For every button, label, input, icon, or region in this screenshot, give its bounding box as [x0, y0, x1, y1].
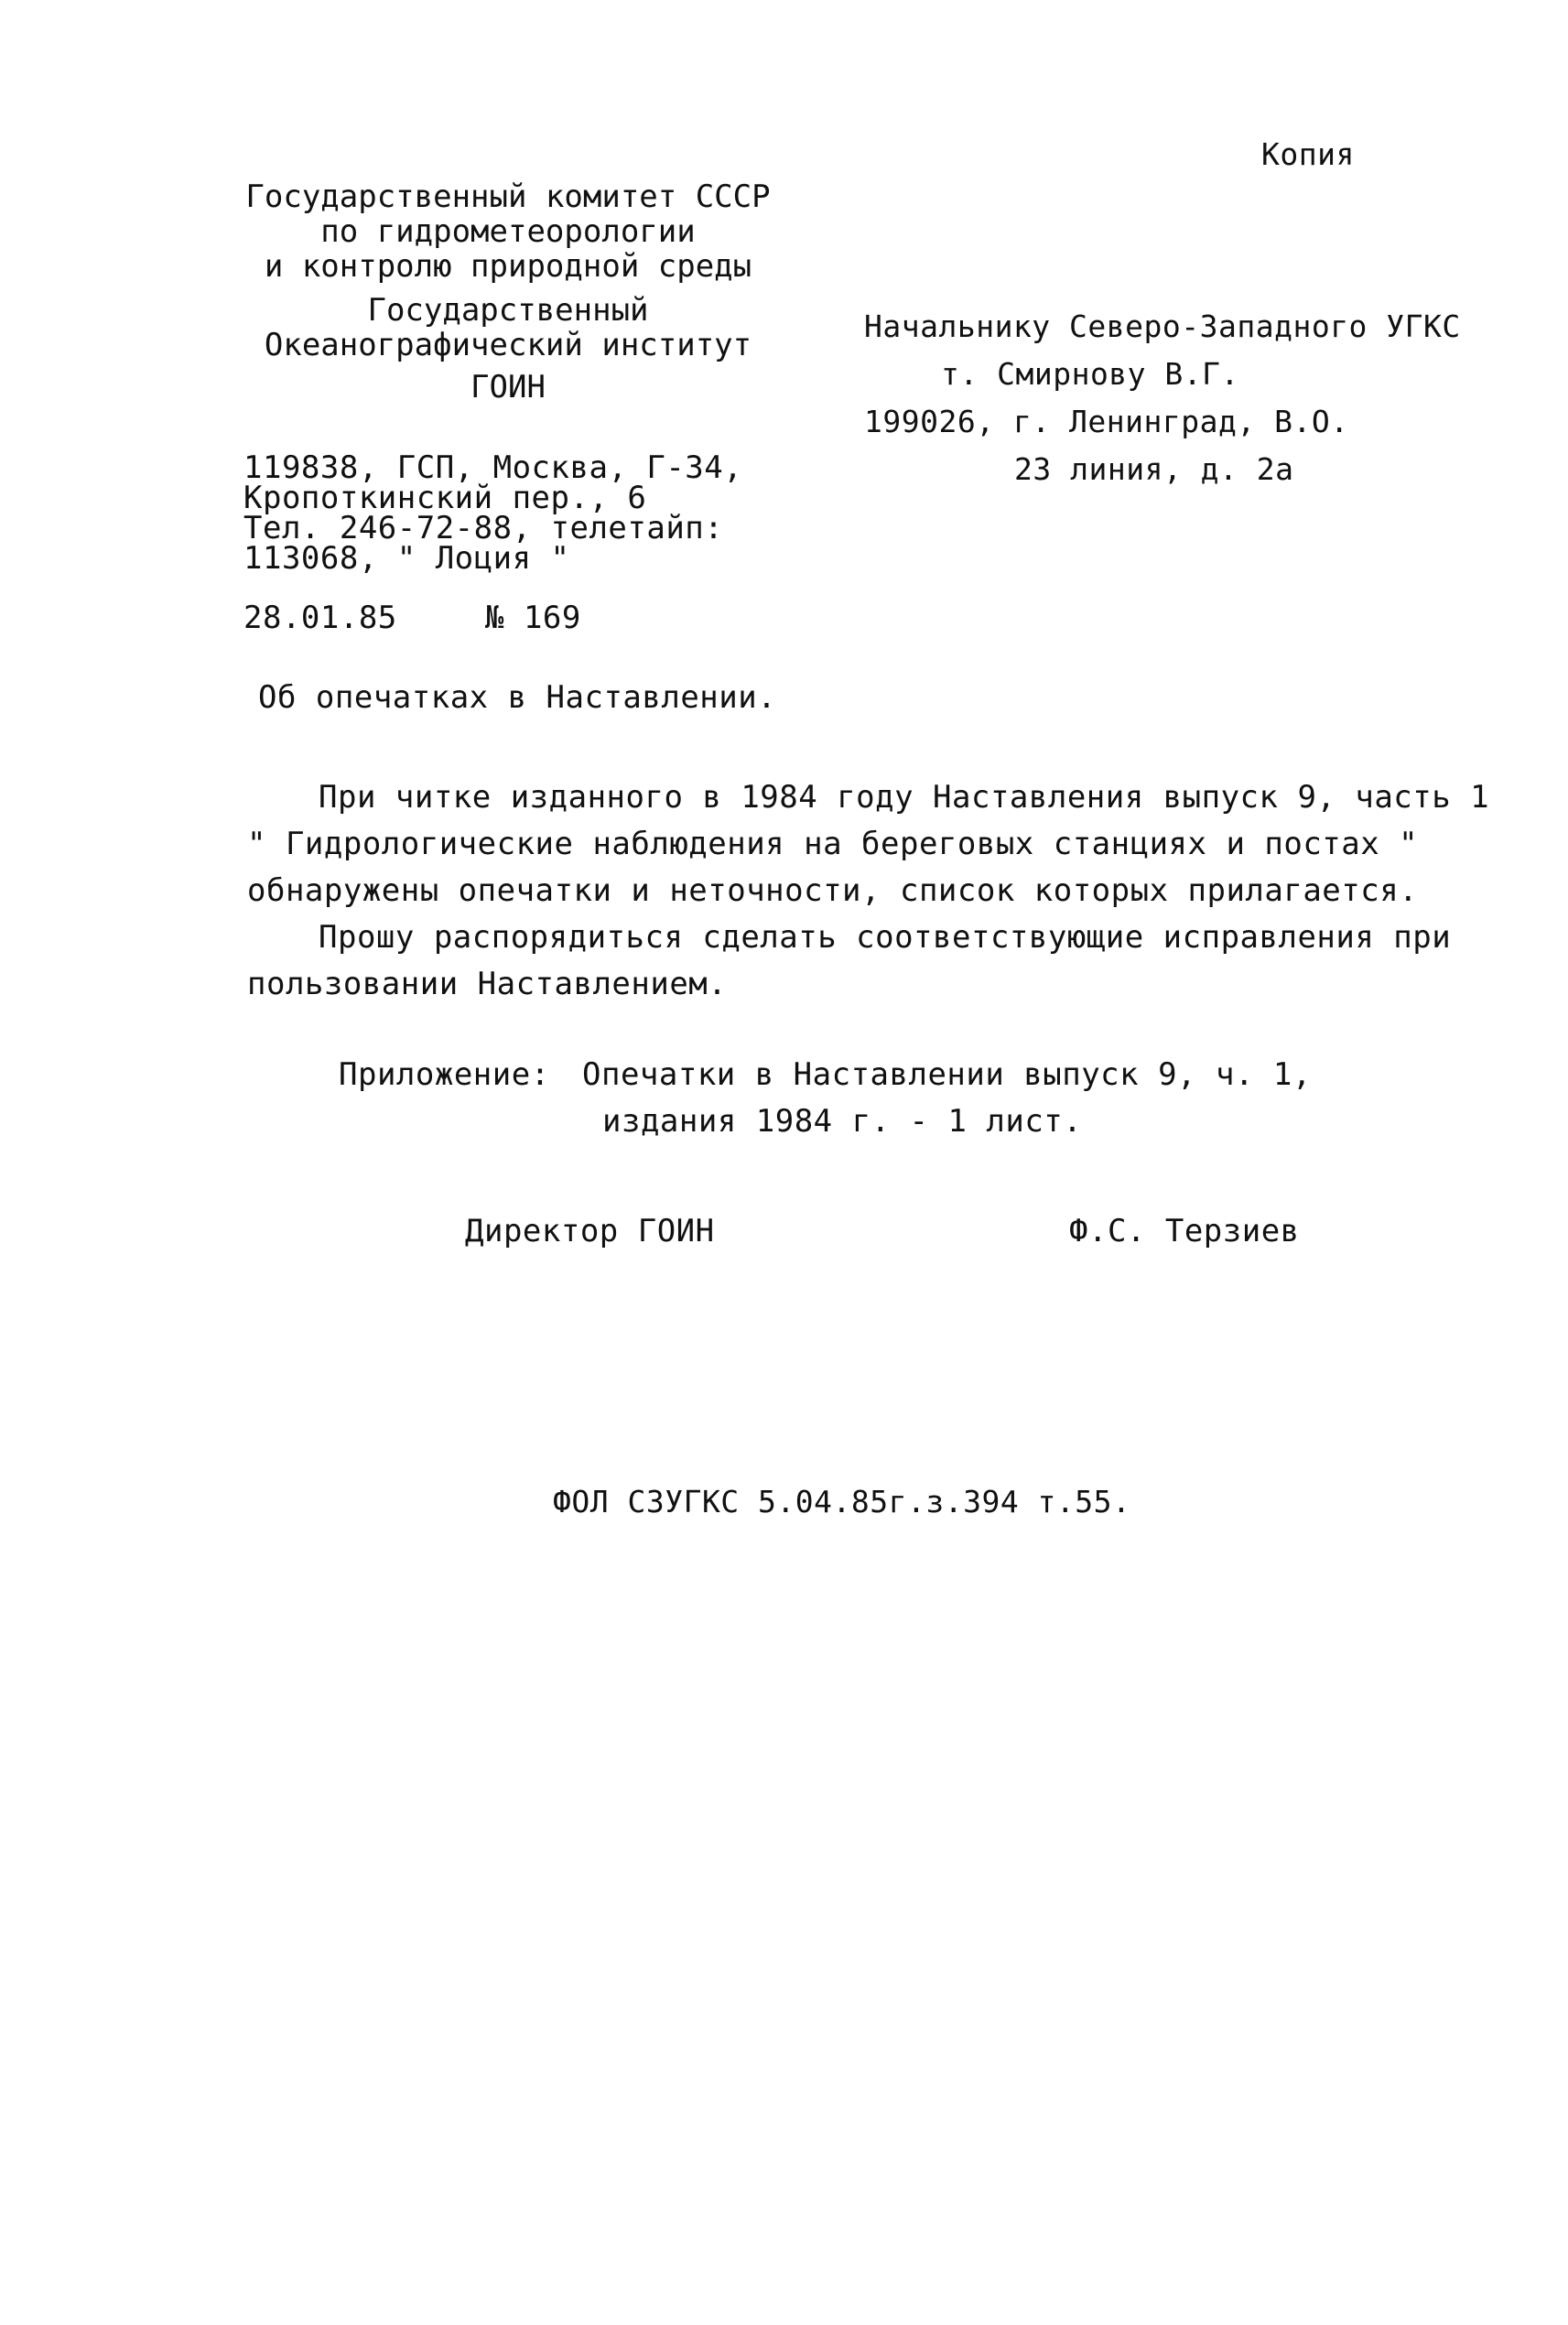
sender-institute-line1: Государственный [367, 292, 649, 329]
body-paragraph1-line2: " Гидрологические наблюдения на береговых станциях и постах " [247, 826, 1419, 862]
recipient-line4: 23 линия, д. 2а [1014, 451, 1294, 487]
sender-institute-abbr: ГОИН [470, 369, 546, 406]
sender-address-line3: Тел. 246-72-88, телетайп: [243, 510, 724, 546]
body-paragraph1-line3: обнаружены опечатки и неточности, список которых прилагается. [247, 872, 1419, 909]
sender-institute-line2: Океанографический институт [264, 327, 752, 363]
recipient-line1: Начальнику Северо-Западного УГКС [864, 308, 1461, 344]
print-footer: ФОЛ СЗУГКС 5.04.85г.з.394 т.55. [553, 1484, 1131, 1519]
sender-org-line2: по гидрометеорологии [320, 213, 696, 250]
sender-address-line2: Кропоткинский пер., 6 [243, 480, 647, 516]
body-paragraph1-line1: При читке изданного в 1984 году Наставления выпуск 9, часть 1 [319, 779, 1490, 816]
copy-mark: Копия [1261, 136, 1355, 172]
signature-name: Ф.С. Терзиев [1069, 1213, 1300, 1249]
attachment-line2: издания 1984 г. - 1 лист. [602, 1103, 1083, 1140]
recipient-line2: т. Смирнову В.Г. [941, 356, 1239, 392]
document-number: № 169 [485, 600, 581, 636]
signature-position: Директор ГОИН [465, 1213, 715, 1249]
recipient-line3: 199026, г. Ленинград, В.О. [864, 404, 1349, 439]
sender-address-line1: 119838, ГСП, Москва, Г-34, [243, 449, 743, 486]
sender-org-line3: и контролю природной среды [264, 248, 752, 285]
sender-address-line4: 113068, " Лоция " [243, 540, 570, 577]
document-subject: Об опечатках в Наставлении. [258, 679, 777, 716]
document-date: 28.01.85 [243, 600, 397, 636]
attachment-label: Приложение: [339, 1056, 550, 1093]
sender-org-line1: Государственный комитет СССР [245, 178, 771, 215]
body-paragraph2-line2: пользовании Наставлением. [247, 966, 728, 1002]
body-paragraph2-line1: Прошу распорядиться сделать соответствующие исправления при [319, 919, 1452, 956]
attachment-line1: Опечатки в Наставлении выпуск 9, ч. 1, [582, 1056, 1312, 1093]
